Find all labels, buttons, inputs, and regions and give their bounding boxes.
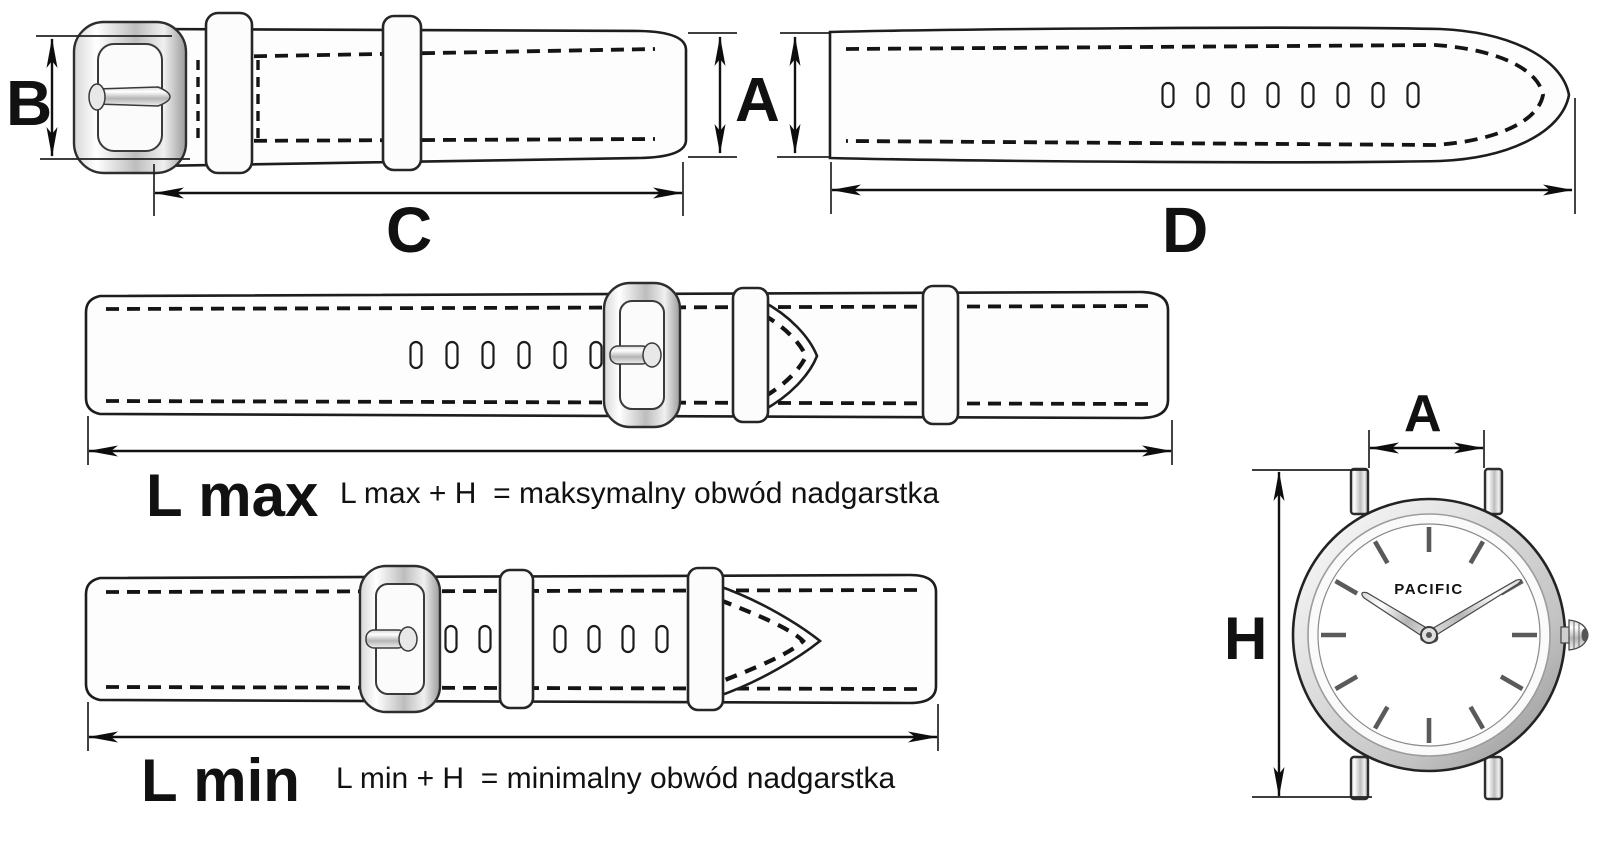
lmin-buckle (360, 566, 440, 712)
strap-keeper (206, 13, 252, 173)
strap-keeper (500, 570, 533, 708)
buckle (74, 22, 186, 173)
dim-d-label: D (1162, 194, 1209, 266)
dim-b-label: B (6, 67, 53, 139)
watch (1293, 469, 1589, 799)
buckle-prong-hinge (643, 343, 661, 367)
dim-a-watch (1369, 385, 1484, 468)
dim-c-label: C (386, 194, 433, 266)
lmax-buckle (604, 283, 680, 427)
dim-lmax (88, 416, 1172, 529)
watch-center-dot (1426, 632, 1432, 638)
watch-brand: PACIFIC (1394, 581, 1464, 598)
dim-a-label: A (735, 66, 780, 135)
dim-h-label: H (1224, 605, 1268, 672)
lmin-formula: L min + H = minimalny obwód nadgarstka (336, 762, 896, 795)
buckle-prong-hinge (89, 84, 105, 110)
lmax-label: L max (146, 462, 319, 529)
lmin-holes (446, 626, 668, 652)
dim-lmin (88, 702, 938, 814)
strap-keeper (733, 288, 768, 422)
buckle-prong-hinge (399, 627, 417, 651)
buckle-strap-piece (74, 13, 686, 173)
buckle-prong (96, 87, 170, 106)
tail-strap-piece (830, 28, 1569, 162)
strap-keeper (688, 568, 723, 710)
lmin-label: L min (141, 747, 300, 814)
dim-c (154, 162, 683, 266)
dim-a-watch-label: A (1404, 385, 1442, 443)
strap-lmin (86, 566, 936, 712)
lmax-formula: L max + H = maksymalny obwód nadgarstka (340, 477, 940, 510)
strap-lmax (86, 283, 1168, 427)
strap-keeper (383, 16, 421, 170)
dim-a-straps (688, 33, 842, 157)
strap-keeper (923, 286, 958, 424)
